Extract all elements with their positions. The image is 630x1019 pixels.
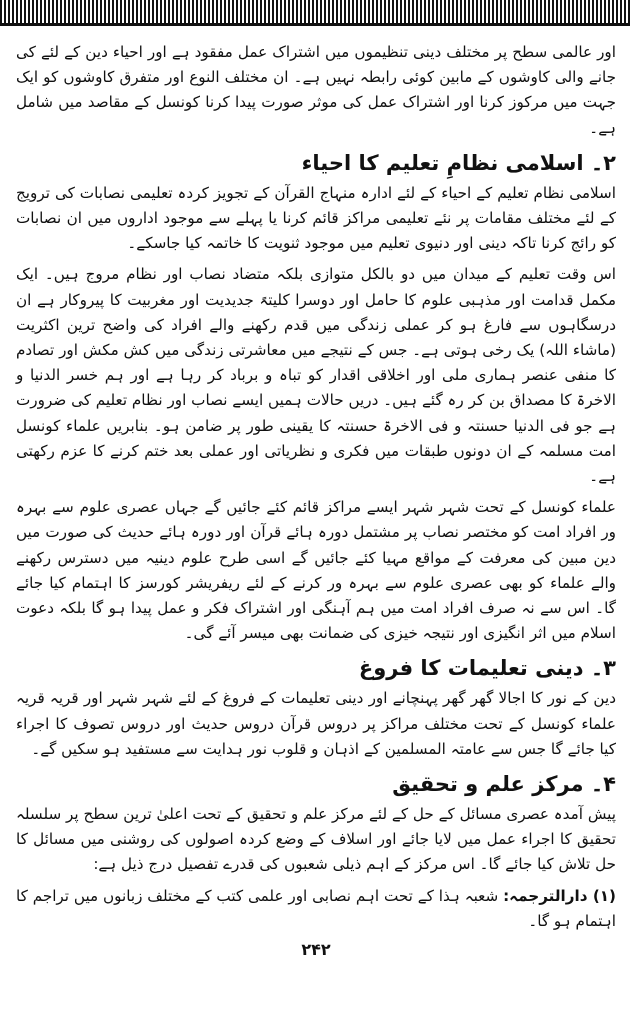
section-4-paragraph-1: پیش آمدہ عصری مسائل کے حل کے لئے مرکز علم و تحقیق کے تحت اعلیٰ ترین سطح پر سلسلہ تحقیق کا اجراء عمل میں لایا جائے اور اسلاف کے وضع کردہ اصولوں کی روشنی میں مسائل کا حل تلاش کیا جائے گا۔ اس مرکز کے اہم ذیلی شعبوں کی قدرے تفصیل درج ذیل ہے: bbox=[16, 805, 616, 874]
section-3-heading: ۳۔ دینی تعلیمات کا فروغ bbox=[358, 656, 616, 681]
section-3-paragraph-1: دین کے نور کا اجالا گھر گھر پہنچانے اور دینی تعلیمات کے فروغ کے لئے شہر شہر اور قریہ قریہ علماء کونسل کے تحت مختلف مراکز پر دروس قرآن دروس حدیث اور دروس تصوف کا اجراء کیا جائے گا جس سے عامتہ المسلمین کے اذہان و قلوب نور ہدایت سے مستفید ہو سکیں گے۔ bbox=[16, 689, 616, 758]
section-2-paragraph-1: اسلامی نظام تعلیم کے احیاء کے لئے ادارہ منہاج القرآن کے تجویز کردہ تعلیمی نصابات کی ترویج کے لئے مختلف مقامات پر نئے تعلیمی مراکز قائم کرنا یا پہلے سے موجود اداروں میں ان نصابات کو رائج کرنا تاکہ دینی اور دنیوی تعلیم میں موجود ثنویت کا خاتمہ کیا جاسکے۔ bbox=[16, 183, 616, 253]
intro-paragraph: اور عالمی سطح پر مختلف دینی تنظیموں میں اشتراک عمل مفقود ہے اور احیاء دین کے لئے کی جانے والی کاوشوں کے مابین کوئی رابطہ نہیں ہے۔ ان مختلف النوع اور متفرق کاوشوں کو ایک جہت میں مرکوز کرنا اور اشتراک عمل کی موثر صورت پیدا کرنا کونسل کے مقاصد میں شامل ہے۔ bbox=[16, 43, 616, 137]
section-4-list-item-1 bbox=[16, 884, 616, 934]
section-4-heading: ۴۔ مرکز علم و تحقیق bbox=[392, 772, 616, 797]
section-2-paragraph-2: اس وقت تعلیم کے میدان میں دو بالکل متوازی بلکہ متضاد نصاب اور نظام مروج ہیں۔ ایک مکمل قدامت اور مذہبی علوم کا حامل اور دوسرا کلیتہً جدیدیت اور مغربیت کا پیروکار ہے ان درسگاہوں سے فارغ ہو کر عملی زندگی میں قدم رکھنے والے افراد کی واضح ترین اکثریت (ماشاء اللہ) یک رخی ہوتی ہے۔ جس کے نتیجے میں معاشرتی زندگی میں کش مکش اور تصادم کا منفی عنصر ہماری ملی اور اخلاقی اقدار کو تباہ و برباد کر رہا ہے اور ہم خسر الدنیا و الاخرۃ کا مصداق بن کر رہ گئے ہیں۔ دریں حالات ہمیں ایسے نصاب اور نظام تعلیم کی ضرورت ہے جو فی الدنیا حسنتہ و فی الاخرۃ حسنتہ کا یقینی طور پر ضامن ہو۔ بنابریں علماء کونسل امت مسلمہ کے ان دونوں طبقات میں فکری و نظریاتی اور عملی بعد ختم کرنے کا عزم رکھتی ہے۔ bbox=[16, 265, 616, 486]
document-page bbox=[16, 40, 616, 1015]
list-item-label: (۱) دارالترجمہ: bbox=[503, 886, 616, 905]
section-2-heading: ۲۔ اسلامی نظامِ تعلیم کا احیاء bbox=[301, 150, 616, 175]
top-border-rule bbox=[0, 0, 630, 26]
page-number: ۲۴۲ bbox=[301, 940, 331, 960]
list-item-text: شعبہ ہذا کے تحت اہم نصابی اور علمی کتب کے مختلف زبانوں میں تراجم کا اہتمام ہو گا۔ bbox=[16, 886, 616, 930]
section-2-paragraph-3: علماء کونسل کے تحت شہر شہر ایسے مراکز قائم کئے جائیں گے جہاں عصری علوم سے بہرہ ور افراد امت کو مختصر نصاب پر مشتمل دورہ ہائے قرآن اور دورہ ہائے حدیث کی صورت میں دین مبین کی معرفت کے مواقع مہیا کئے جائیں گے اسی طرح علوم دینیہ میں دسترس رکھنے والے علماء کو بھی عصری علوم سے بہرہ ور کرنے کے لئے ریفریشر کورسز کا اہتمام کیا جائے گا۔ اس سے نہ صرف افراد امت میں ہم آہنگی اور اشتراک فکر و عمل پیدا ہو گا بلکہ دعوت اسلام میں اثر انگیزی اور نتیجہ خیزی کی ضمانت بھی میسر آئے گی۔ bbox=[16, 498, 616, 643]
